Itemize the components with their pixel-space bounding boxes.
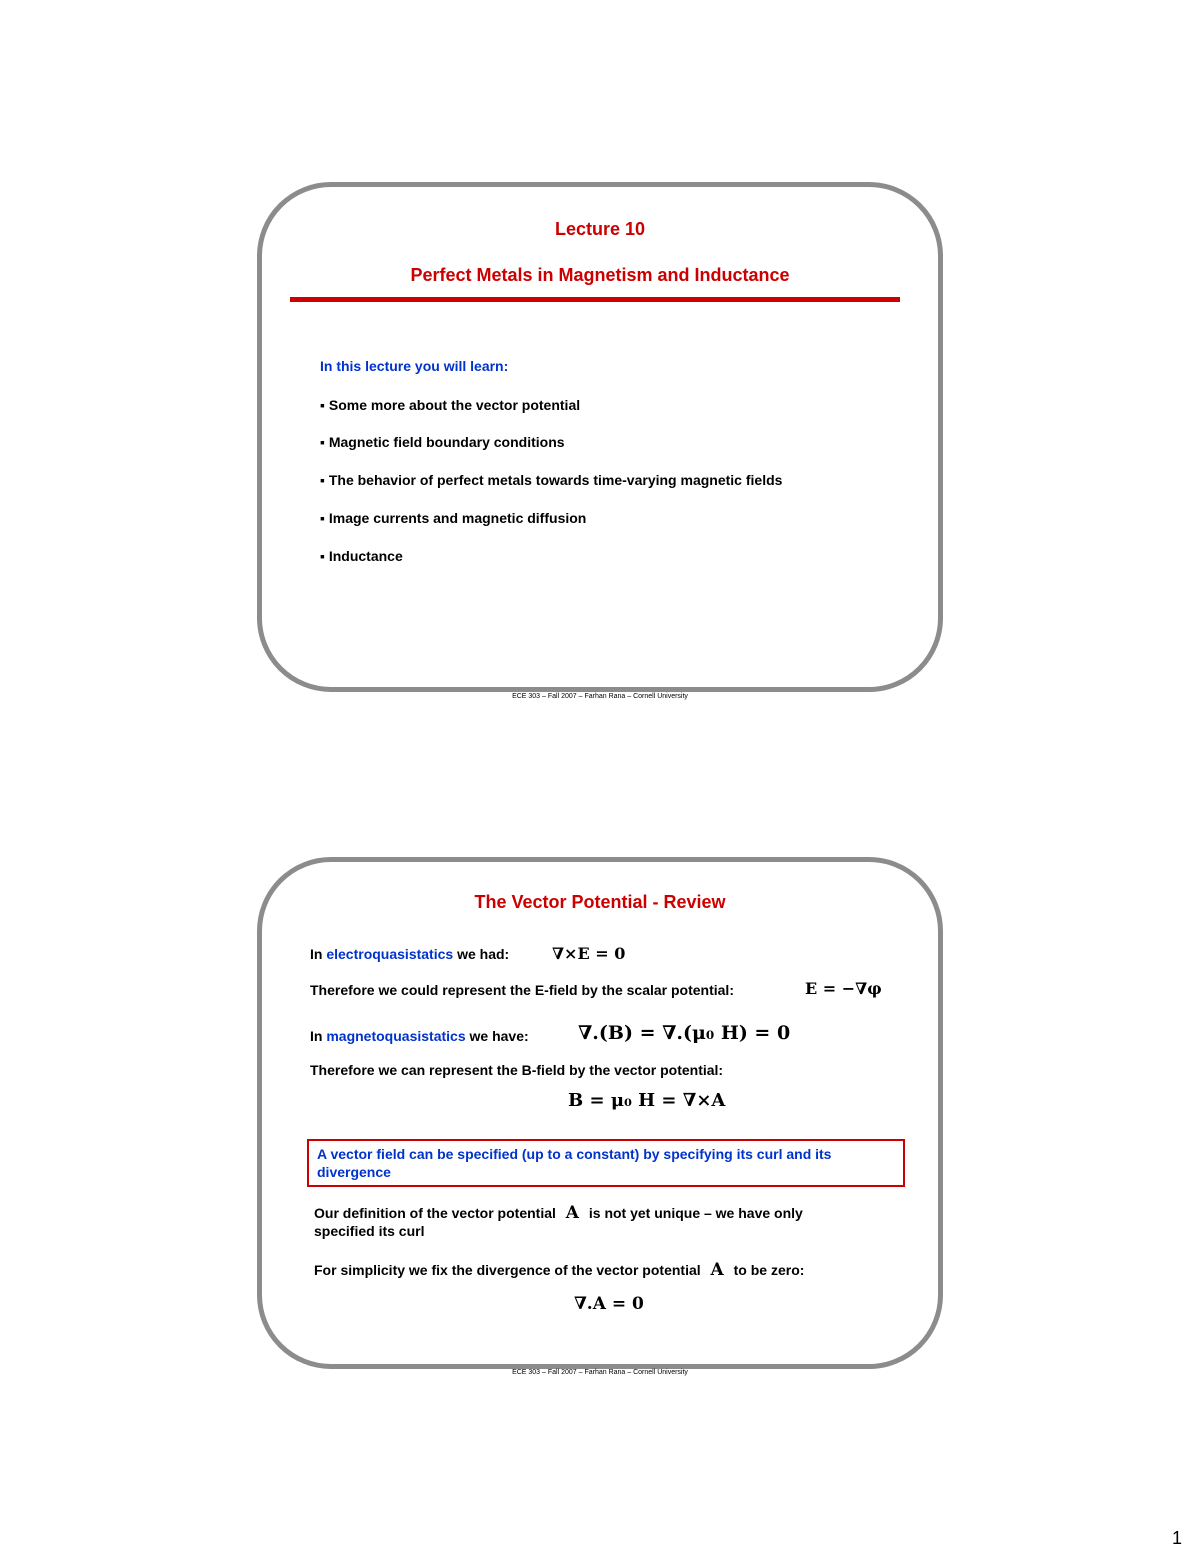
curl-e-equation: ∇×E = 0 [552,944,626,963]
magnetoquasistatics-line [310,1028,529,1044]
scalar-potential-line: Therefore we could represent the E-field by the scalar potential: [310,982,734,998]
vector-a-symbol: A [710,1260,724,1280]
vector-potential-line: Therefore we can represent the B-field by the vector potential: [310,1062,724,1078]
scalar-potential-equation: E = −∇φ [805,979,882,998]
definition-paragraph [314,1204,884,1240]
electroquasistatics-line [310,946,509,962]
lecture-number: Lecture 10 [554,219,646,239]
electroquasistatics-term: electroquasistatics [326,946,454,962]
para-text: is not yet unique – we have only [588,1205,803,1221]
simplicity-paragraph [314,1261,914,1279]
slide-1-footer: ECE 303 – Fall 2007 – Farhan Rana – Cornell University [512,693,688,700]
vector-a-symbol: A [565,1203,579,1223]
slide-1 [257,182,943,692]
page-number: 1 [1171,1528,1182,1548]
slide-2 [257,857,943,1369]
b-field-equation: B = μ₀ H = ∇×A [568,1090,726,1111]
line-suffix: we have: [465,1028,529,1044]
para-text: to be zero: [733,1262,805,1278]
divergence-a-equation: ∇.A = 0 [574,1294,644,1314]
bullet-item: ▪ Image currents and magnetic diffusion [320,510,587,526]
bullet-item: ▪ Magnetic field boundary conditions [320,434,565,450]
bullet-item: ▪ Some more about the vector potential [320,397,581,413]
slide-2-footer: ECE 303 – Fall 2007 – Farhan Rana – Cornell University [512,1369,688,1376]
bullet-item: ▪ The behavior of perfect metals towards time-varying magnetic fields [320,472,783,488]
para-text: Our definition of the vector potential [314,1205,556,1221]
title-divider [290,297,900,302]
intro-text: In this lecture you will learn: [320,358,509,374]
magnetoquasistatics-term: magnetoquasistatics [326,1028,466,1044]
line-suffix: we had: [453,946,510,962]
para-text: specified its curl [314,1223,425,1239]
bullet-item: ▪ Inductance [320,548,403,564]
line-prefix: In [310,946,327,962]
lecture-title: Perfect Metals in Magnetism and Inductance [410,265,790,285]
highlight-box: A vector field can be specified (up to a constant) by specifying its curl and its divergence [307,1139,905,1187]
slide-2-title: The Vector Potential - Review [474,892,726,912]
divergence-b-equation: ∇.(B) = ∇.(μ₀ H) = 0 [578,1022,791,1044]
para-text: For simplicity we fix the divergence of the vector potential [314,1262,701,1278]
line-prefix: In [310,1028,327,1044]
